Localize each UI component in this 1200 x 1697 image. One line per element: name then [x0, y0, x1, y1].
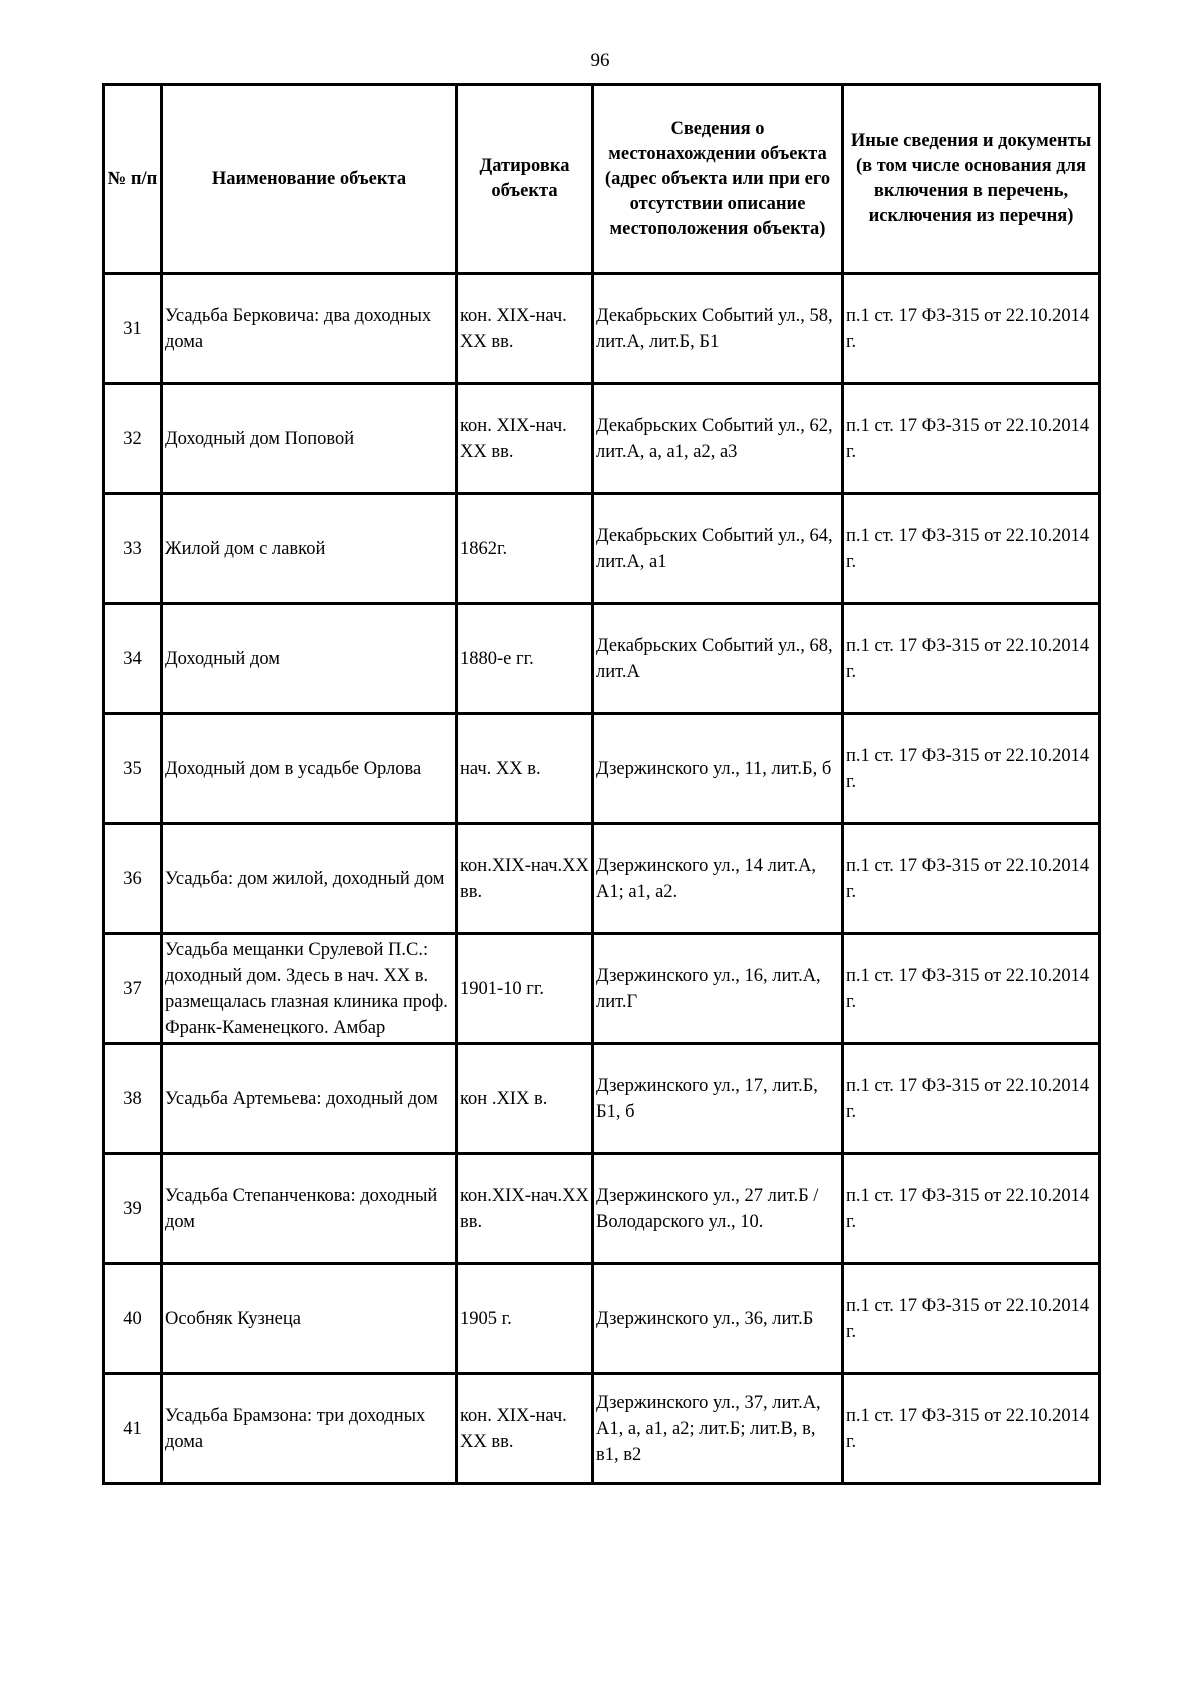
object-documents: п.1 ст. 17 ФЗ-315 от 22.10.2014 г.	[843, 714, 1100, 824]
object-name: Усадьба мещанки Срулевой П.С.: доходный дом. Здесь в нач. XX в. размещалась глазная клиника проф. Франк-Каменецкого. Амбар	[165, 939, 448, 1038]
object-location: Дзержинского ул., 36, лит.Б	[593, 1264, 843, 1374]
table-row	[104, 604, 1100, 714]
header-number: № п/п	[104, 85, 162, 274]
object-name: Усадьба Брамзона: три доходных дома	[162, 1374, 457, 1484]
row-number: 40	[104, 1264, 162, 1374]
header-location: Сведения о местонахождении объекта (адрес объекта или при его отсутствии описание местоположения объекта)	[593, 85, 843, 274]
object-name: Усадьба Артемьева: доходный дом	[162, 1044, 457, 1154]
object-name: Жилой дом с лавкой	[162, 494, 457, 604]
row-number: 41	[104, 1374, 162, 1484]
object-name: Доходный дом	[162, 604, 457, 714]
object-dating: нач. XX в.	[457, 714, 593, 824]
object-location: Дзержинского ул., 27 лит.Б / Володарского ул., 10.	[593, 1154, 843, 1264]
table-row	[104, 384, 1100, 494]
header-object-name: Наименование объекта	[162, 85, 457, 274]
object-location: Дзержинского ул., 11, лит.Б, б	[593, 714, 843, 824]
object-location: Дзержинского ул., 16, лит.А, лит.Г	[593, 934, 843, 1044]
header-documents: Иные сведения и документы (в том числе основания для включения в перечень, исключения из перечня)	[843, 85, 1100, 274]
table-row	[104, 1264, 1100, 1374]
object-documents: п.1 ст. 17 ФЗ-315 от 22.10.2014 г.	[843, 1044, 1100, 1154]
row-number: 35	[104, 714, 162, 824]
table-row	[104, 1044, 1100, 1154]
object-dating: кон.XIX-нач.XX вв.	[457, 824, 593, 934]
row-number: 38	[104, 1044, 162, 1154]
object-documents: п.1 ст. 17 ФЗ-315 от 22.10.2014 г.	[843, 274, 1100, 384]
object-location: Дзержинского ул., 37, лит.А, А1, а, а1, а2; лит.Б; лит.В, в, в1, в2	[593, 1374, 843, 1484]
object-dating: 1901-10 гг.	[457, 934, 593, 1044]
row-number: 37	[104, 934, 162, 1044]
object-name: Доходный дом Поповой	[162, 384, 457, 494]
object-name: Усадьба: дом жилой, доходный дом	[162, 824, 457, 934]
object-name: Усадьба Степанченкова: доходный дом	[162, 1154, 457, 1264]
object-dating: 1862г.	[457, 494, 593, 604]
object-name: Особняк Кузнеца	[162, 1264, 457, 1374]
object-documents: п.1 ст. 17 ФЗ-315 от 22.10.2014 г.	[843, 384, 1100, 494]
table-row	[104, 274, 1100, 384]
object-location: Дзержинского ул., 17, лит.Б, Б1, б	[593, 1044, 843, 1154]
table-row	[104, 934, 1100, 1044]
object-documents: п.1 ст. 17 ФЗ-315 от 22.10.2014 г.	[843, 1154, 1100, 1264]
heritage-objects-table	[102, 83, 1101, 1485]
table-row	[104, 714, 1100, 824]
object-name: Доходный дом в усадьбе Орлова	[162, 714, 457, 824]
object-documents: п.1 ст. 17 ФЗ-315 от 22.10.2014 г.	[843, 824, 1100, 934]
object-dating: кон. XIX-нач. XX вв.	[457, 384, 593, 494]
table-row	[104, 494, 1100, 604]
row-number: 39	[104, 1154, 162, 1264]
object-dating: 1880-е гг.	[457, 604, 593, 714]
row-number: 31	[104, 274, 162, 384]
page-number: 96	[590, 50, 610, 71]
row-number: 32	[104, 384, 162, 494]
object-location: Декабрьских Событий ул., 68, лит.А	[593, 604, 843, 714]
object-documents: п.1 ст. 17 ФЗ-315 от 22.10.2014 г.	[843, 934, 1100, 1044]
object-documents: п.1 ст. 17 ФЗ-315 от 22.10.2014 г.	[843, 1374, 1100, 1484]
object-name-cell	[162, 934, 457, 1044]
object-location: Декабрьских Событий ул., 58, лит.А, лит.Б, Б1	[593, 274, 843, 384]
object-dating: кон.XIX-нач.XX вв.	[457, 1154, 593, 1264]
table-row	[104, 1154, 1100, 1264]
object-dating: кон .XIX в.	[457, 1044, 593, 1154]
object-location: Декабрьских Событий ул., 62, лит.А, а, а1, а2, а3	[593, 384, 843, 494]
object-dating: кон. XIX-нач. XX вв.	[457, 274, 593, 384]
row-number: 34	[104, 604, 162, 714]
header-dating: Датировка объекта	[457, 85, 593, 274]
row-number: 33	[104, 494, 162, 604]
object-documents: п.1 ст. 17 ФЗ-315 от 22.10.2014 г.	[843, 1264, 1100, 1374]
table-header-row	[104, 85, 1100, 274]
object-location: Декабрьских Событий ул., 64, лит.А, а1	[593, 494, 843, 604]
row-number: 36	[104, 824, 162, 934]
object-documents: п.1 ст. 17 ФЗ-315 от 22.10.2014 г.	[843, 494, 1100, 604]
object-documents: п.1 ст. 17 ФЗ-315 от 22.10.2014 г.	[843, 604, 1100, 714]
table-row	[104, 1374, 1100, 1484]
object-dating: 1905 г.	[457, 1264, 593, 1374]
table-row	[104, 824, 1100, 934]
object-location: Дзержинского ул., 14 лит.А, А1; а1, а2.	[593, 824, 843, 934]
object-name: Усадьба Берковича: два доходных дома	[162, 274, 457, 384]
object-dating: кон. XIX-нач. XX вв.	[457, 1374, 593, 1484]
